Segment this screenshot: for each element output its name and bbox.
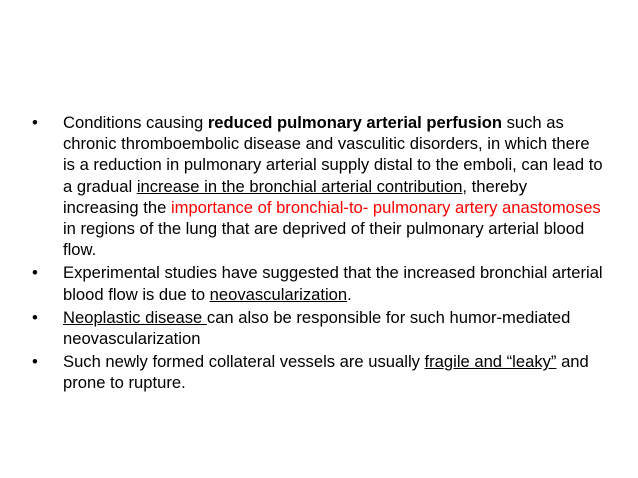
bullet-item-3 (30, 307, 605, 349)
bullet-item-4 (30, 351, 605, 393)
slide-body (30, 112, 605, 396)
bullet-4-underlined-phrase: fragile and “leaky” (424, 352, 557, 372)
bullet-1-text-2: such as chronic thromboembolic disease and vasculitic disorders, in which there is a reduction in pulmonary arterial supply distal to the emboli, can lead to a gradual (63, 113, 603, 196)
bullet-symbol: • (32, 113, 38, 132)
bullet-item-1 (30, 112, 605, 260)
bullet-3-text-1: can also be responsible for such humor-mediated neovascularization (63, 307, 571, 349)
bullet-4-text-2: and prone to rupture. (63, 352, 589, 393)
bullet-4-text-1: Such newly formed collateral vessels are usually (63, 352, 425, 372)
bullet-2-underlined-phrase: neovascularization (209, 284, 348, 304)
bullet-1-highlighted-phrase: importance of bronchial-to- pulmonary artery anastomoses (170, 197, 601, 217)
bullet-symbol: • (32, 263, 38, 283)
bullet-symbol: • (32, 307, 38, 327)
bullet-item-2 (30, 262, 605, 304)
bullet-1-text-1: Conditions causing (63, 113, 208, 132)
bullet-1-text-3: , thereby increasing the (63, 176, 527, 217)
bullet-1-text-4: in regions of the lung that are deprived of their pulmonary arterial blood flow. (63, 219, 585, 260)
bullet-2-text-1: Experimental studies have suggested that the increased bronchial arterial blood flow is due to (63, 263, 603, 304)
bullet-3-underlined-phrase: Neoplastic disease (63, 307, 207, 327)
bullet-1-underlined-phrase: increase in the bronchial arterial contribution (136, 176, 463, 196)
bullet-list (30, 112, 605, 394)
bullet-2-text-2: . (347, 284, 352, 304)
bullet-1-bold-phrase: reduced pulmonary arterial perfusion (207, 113, 502, 132)
bullet-symbol: • (32, 352, 38, 372)
